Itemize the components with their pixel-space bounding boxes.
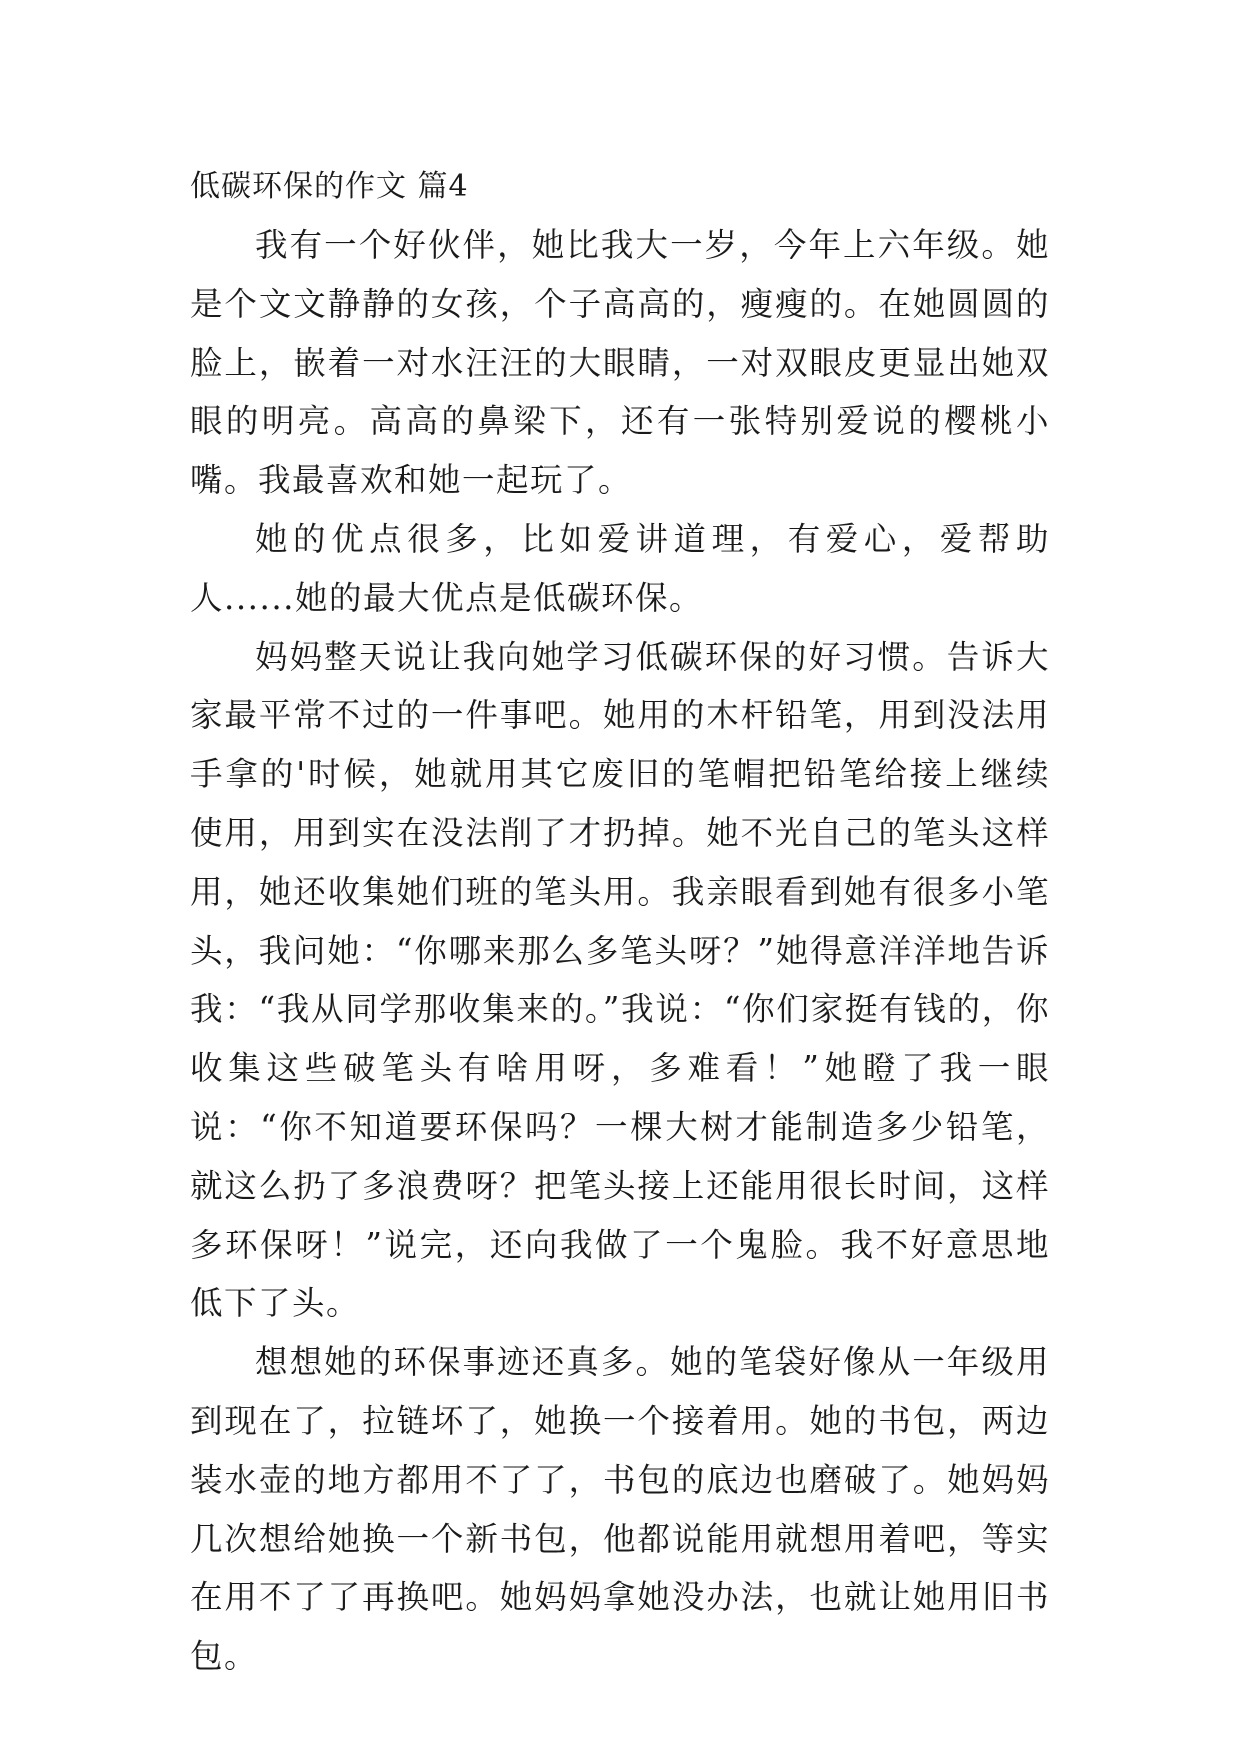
- paragraph-1: 我有一个好伙伴，她比我大一岁，今年上六年级。她是个文文静静的女孩，个子高高的，瘦瘦的。在她圆圆的脸上，嵌着一对水汪汪的大眼睛，一对双眼皮更显出她双眼的明亮。高高的鼻梁下，还有一张特别爱说的樱桃小嘴。我最喜欢和她一起玩了。: [190, 226, 1050, 500]
- document-page: [190, 162, 1050, 1686]
- paragraph-2: 她的优点很多，比如爱讲道理，有爱心，爱帮助人......她的最大优点是低碳环保。: [190, 519, 1050, 617]
- document-title: 低碳环保的作文 篇4: [190, 169, 469, 204]
- paragraph-3: 妈妈整天说让我向她学习低碳环保的好习惯。告诉大家最平常不过的一件事吧。她用的木杆铅笔，用到没法用手拿的'时候，她就用其它废旧的笔帽把铅笔给接上继续使用，用到实在没法削了才扔掉。她不光自己的笔头这样用，她还收集她们班的笔头用。我亲眼看到她有很多小笔头，我问她：“你哪来那么多笔头呀？”她得意洋洋地告诉我：“我从同学那收集来的。”我说：“你们家挺有钱的，你收集这些破笔头有啥用呀，多难看！”她瞪了我一眼说：“你不知道要环保吗？一棵大树才能制造多少铅笔，就这么扔了多浪费呀？把笔头接上还能用很长时间，这样多环保呀！”说完，还向我做了一个鬼脸。我不好意思地低下了头。: [190, 637, 1050, 1323]
- paragraph-4: 想想她的环保事迹还真多。她的笔袋好像从一年级用到现在了，拉链坏了，她换一个接着用。她的书包，两边装水壶的地方都用不了了，书包的底边也磨破了。她妈妈几次想给她换一个新书包，他都说能用就想用着吧，等实在用不了了再换吧。她妈妈拿她没办法，也就让她用旧书包。: [190, 1343, 1050, 1676]
